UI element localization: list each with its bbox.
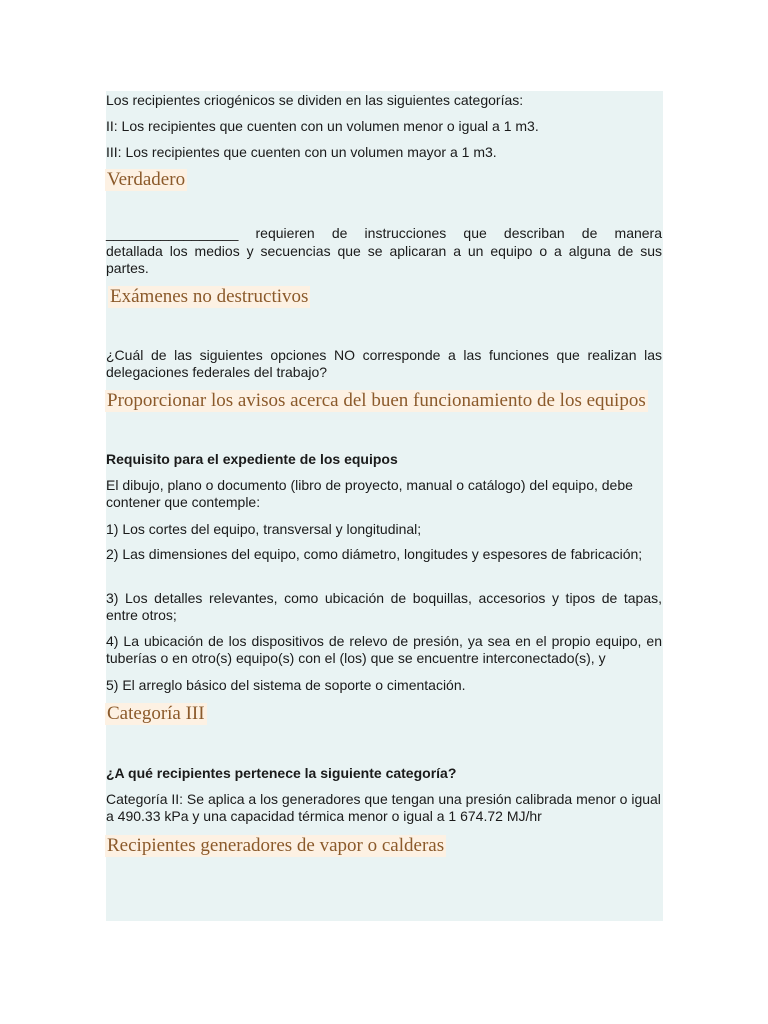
- q4-item-2: 2) Las dimensiones del equipo, como diámetro, longitudes y espesores de fabricación;: [106, 546, 643, 562]
- q4-answer: Categoría III: [107, 703, 205, 724]
- q1-intro: Los recipientes criogénicos se dividen en las siguientes categorías:: [106, 92, 524, 108]
- q1-line2: II: Los recipientes que cuenten con un volumen menor o igual a 1 m3.: [106, 118, 539, 134]
- q5-heading: ¿A qué recipientes pertenece la siguiente categoría?: [106, 765, 457, 781]
- q5-text: Categoría II: Se aplica a los generadores que tengan una presión calibrada menor o igual a 490.33 kPa y una capacidad térmica menor o igual a 1 674.72 MJ/hr: [106, 791, 661, 824]
- q2-answer: Exámenes no destructivos: [110, 286, 309, 307]
- q3-text: ¿Cuál de las siguientes opciones NO corresponde a las funciones que realizan las delegaciones federales del trabajo?: [106, 347, 662, 380]
- q4-intro: El dibujo, plano o documento (libro de proyecto, manual o catálogo) del equipo, debe contener que contemple:: [106, 477, 633, 510]
- q2-text-line1: _________________ requieren de instrucciones que describan de manera: [106, 225, 662, 241]
- q4-item-4: 4) La ubicación de los dispositivos de relevo de presión, ya sea en el propio equipo, en tuberías o en otro(s) equipo(s) con el (los) que se encuentre interconectado(s), y: [106, 633, 662, 666]
- q2-text-rest: detallada los medios y secuencias que se aplicaran a un equipo o a alguna de sus partes.: [106, 243, 662, 276]
- q1-answer: Verdadero: [107, 169, 186, 190]
- q4-heading: Requisito para el expediente de los equipos: [106, 451, 398, 467]
- q4-item-5: 5) El arreglo básico del sistema de soporte o cimentación.: [106, 677, 466, 693]
- q3-answer: Proporcionar los avisos acerca del buen funcionamiento de los equipos: [107, 390, 646, 411]
- q4-item-3: 3) Los detalles relevantes, como ubicación de boquillas, accesorios y tipos de tapas, entre otros;: [106, 590, 662, 623]
- q5-answer: Recipientes generadores de vapor o calderas: [107, 835, 445, 856]
- q1-line3: III: Los recipientes que cuenten con un volumen mayor a 1 m3.: [106, 144, 497, 160]
- q4-item-1: 1) Los cortes del equipo, transversal y longitudinal;: [106, 521, 422, 537]
